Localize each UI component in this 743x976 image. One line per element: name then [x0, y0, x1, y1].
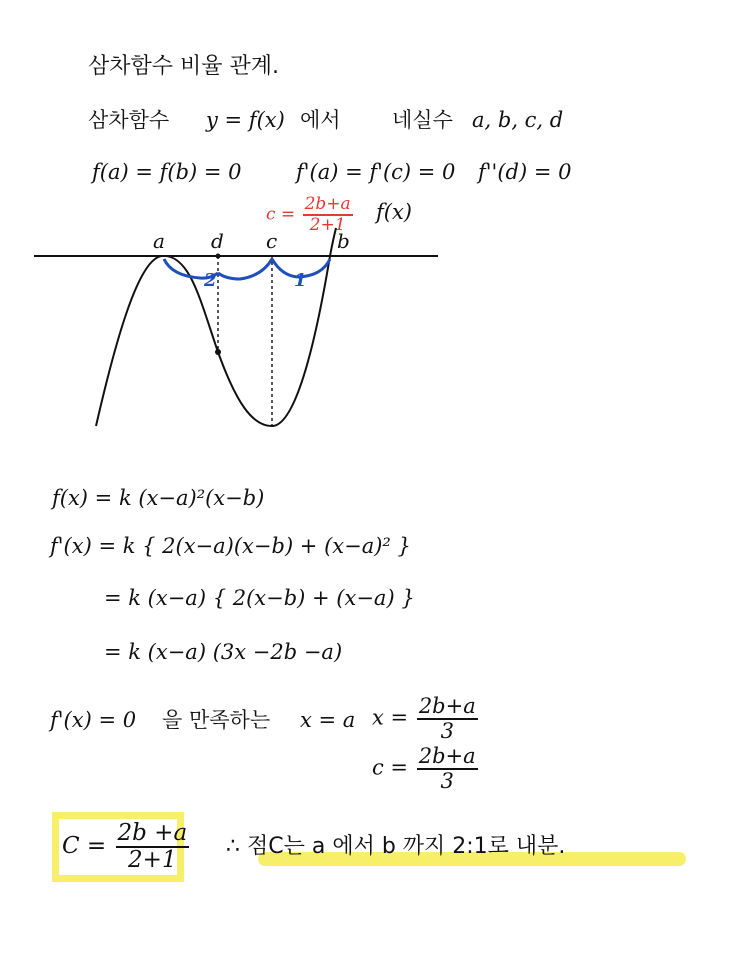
conclusion-text: ∴ 점C는 a 에서 b 까지 2:1로 내분. — [226, 834, 566, 859]
derivation-line-2: f'(x) = k { 2(x−a)(x−b) + (x−a)² } — [50, 534, 411, 558]
cubic-graph — [0, 0, 743, 440]
intro-mid: 에서 — [300, 108, 341, 132]
function-label: f(x) — [376, 200, 413, 224]
intro-prefix: 삼차함수 — [88, 108, 170, 132]
derivation-line-1: f(x) = k (x−a)²(x−b) — [52, 486, 265, 510]
ratio-left: 2 — [204, 270, 217, 291]
solve-prefix: f'(x) = 0 — [50, 708, 137, 732]
solve-c-fraction: c = $\frac{2b+a}{3}$ — [372, 744, 476, 793]
inflection-point — [215, 349, 221, 355]
point-d-axis — [216, 254, 221, 259]
bracket-dc — [218, 259, 272, 279]
intro-function: y = f(x) — [206, 108, 285, 132]
page-title: 삼차함수 비율 관계. — [88, 54, 279, 79]
solve-x-fraction: x = $\frac{2b+a}{3}$ — [372, 694, 476, 743]
result-formula: C = $\frac{2b +a}{2+1}$ — [62, 820, 188, 873]
intro-label: 네실수 — [392, 108, 453, 132]
condition-fdoubleprime: f''(d) = 0 — [478, 160, 572, 184]
condition-fa-fb: f(a) = f(b) = 0 — [92, 160, 242, 184]
condition-fprime: f'(a) = f'(c) = 0 — [296, 160, 456, 184]
label-a: a — [153, 229, 165, 253]
solve-mid: 을 만족하는 — [162, 708, 271, 732]
solve-x-eq-a: x = a — [300, 708, 356, 732]
c-formula-red: c = $\frac{2b+a}{2+1}$ — [266, 194, 351, 235]
label-b: b — [337, 229, 350, 253]
intro-variables: a, b, c, d — [472, 108, 564, 132]
label-c: c — [266, 229, 278, 253]
cubic-curve — [96, 228, 336, 426]
label-d: d — [211, 229, 224, 253]
derivation-line-3: = k (x−a) { 2(x−b) + (x−a) } — [104, 586, 415, 610]
ratio-right: 1 — [294, 270, 307, 291]
derivation-line-4: = k (x−a) (3x −2b −a) — [104, 640, 343, 664]
